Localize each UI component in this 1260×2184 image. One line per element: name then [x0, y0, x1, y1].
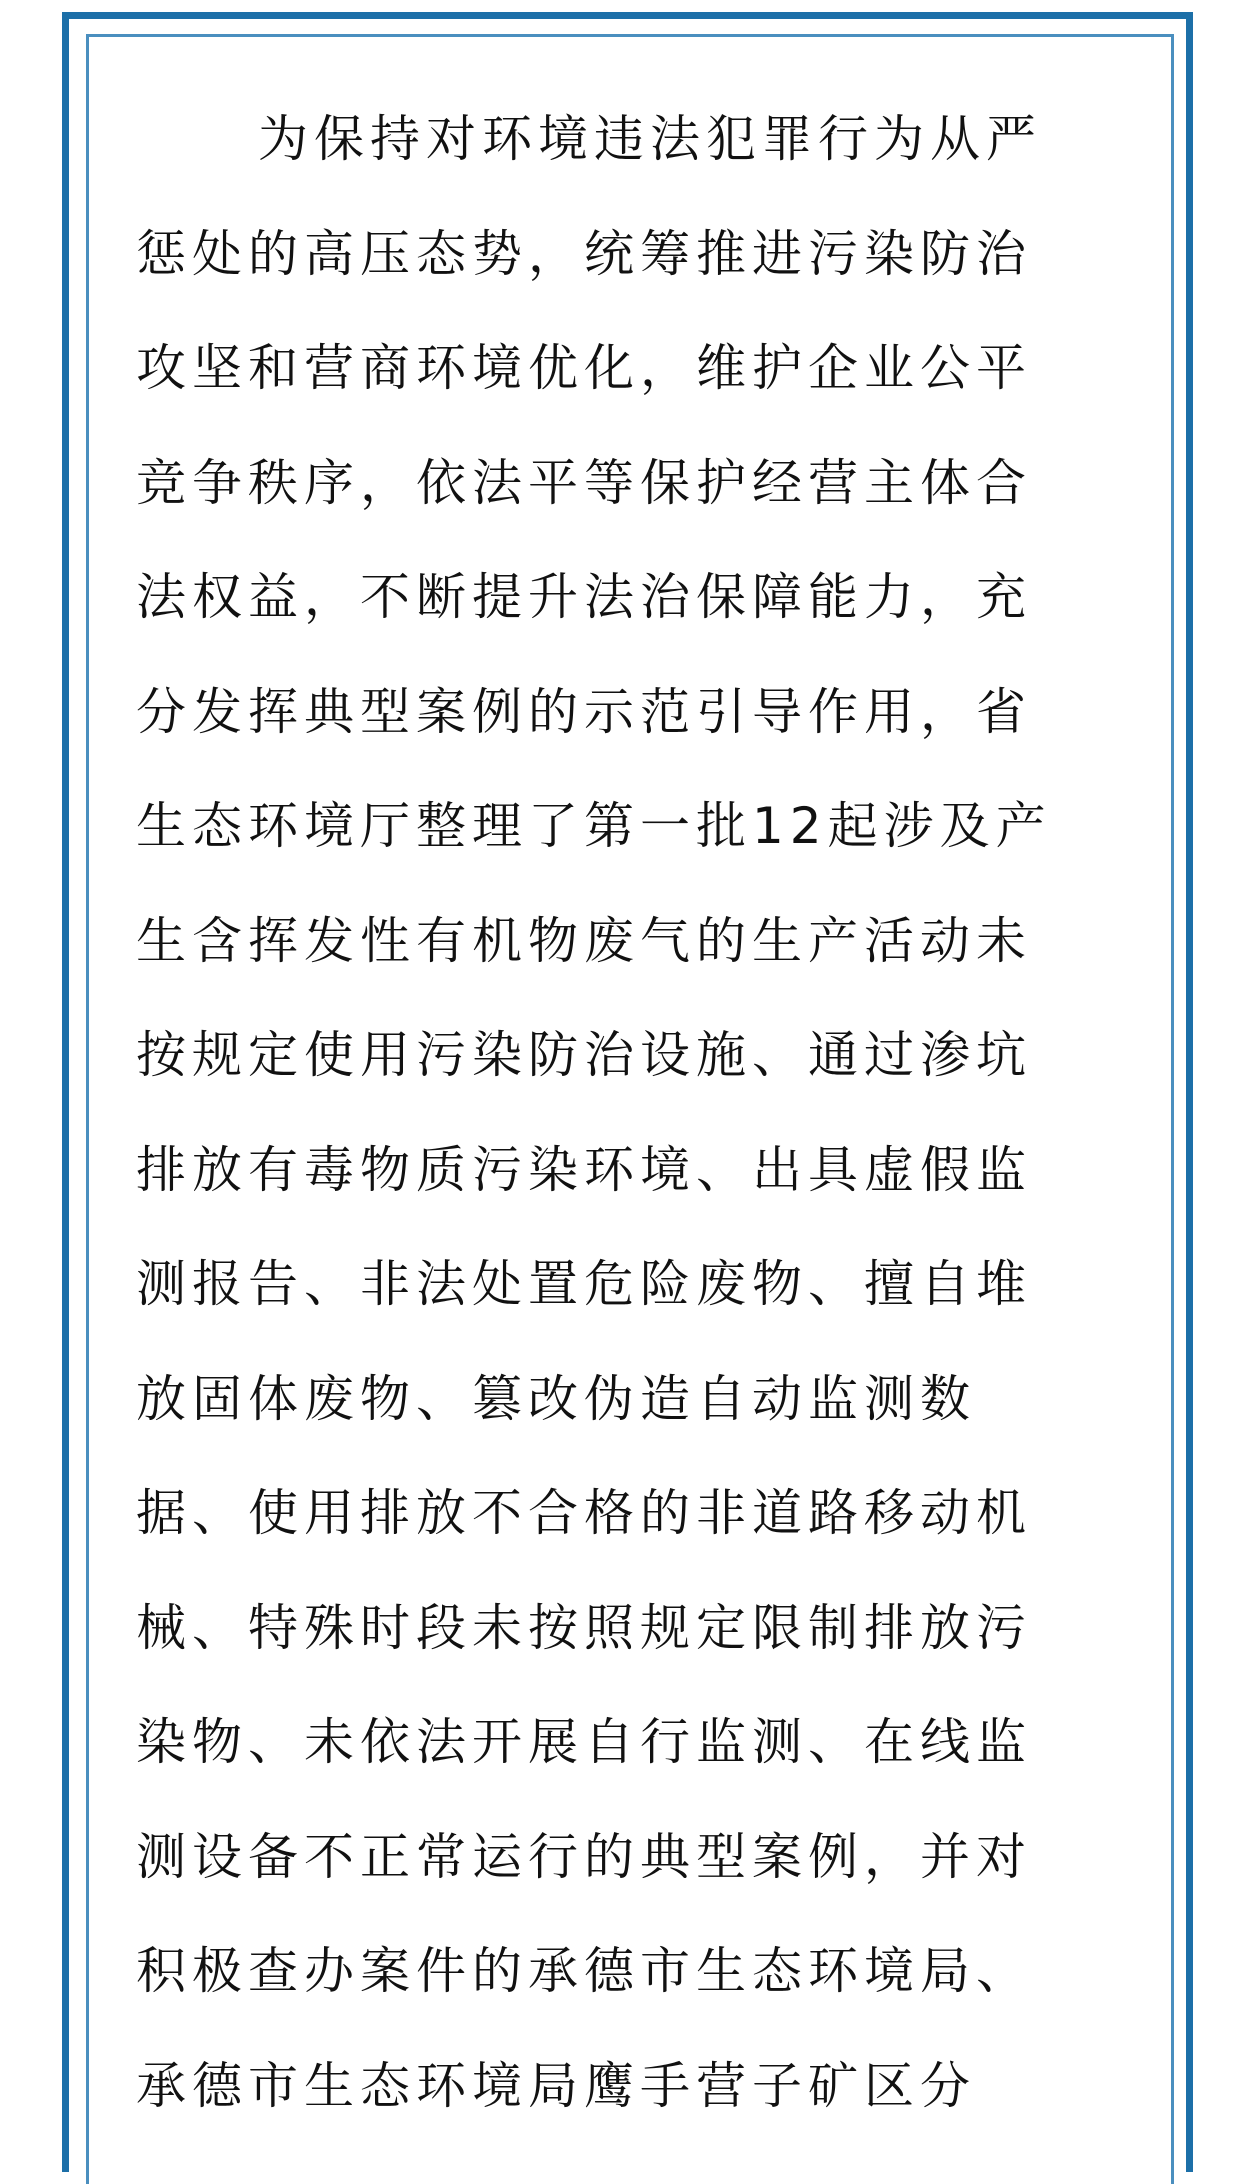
paragraph-line: 承德市生态环境局鹰手营子矿区分	[136, 2056, 976, 2115]
paragraph-line: 测报告、非法处置危险废物、擅自堆	[136, 1255, 1032, 1313]
paragraph-line: 法权益，不断提升法治保障能力，充	[136, 568, 1032, 626]
paragraph-line: 排放有毒物质污染环境、出具虚假监	[136, 1140, 1032, 1199]
paragraph-line: 生含挥发性有机物废气的生产活动未	[136, 911, 1032, 970]
paragraph-line: 惩处的高压态势，统筹推进污染防治	[136, 224, 1032, 283]
paragraph-line: 染物、未依法开展自行监测、在线监	[136, 1713, 1032, 1771]
paragraph-line: 按规定使用污染防治设施、通过渗坑	[136, 1026, 1032, 1084]
paragraph-line: 攻坚和营商环境优化，维护企业公平	[136, 339, 1032, 397]
paragraph-line: 据、使用排放不合格的非道路移动机	[136, 1484, 1032, 1542]
paragraph-line: 放固体废物、篡改伪造自动监测数	[136, 1369, 976, 1428]
paragraph-line: 竞争秩序，依法平等保护经营主体合	[136, 453, 1032, 512]
paragraph-line: 积极查办案件的承德市生态环境局、	[136, 1942, 1032, 2000]
paragraph-line: 械、特殊时段未按照规定限制排放污	[136, 1598, 1032, 1657]
paragraph-line: 测设备不正常运行的典型案例，并对	[136, 1827, 1032, 1886]
paragraph-line: 生态环境厅整理了第一批12起涉及产	[136, 797, 1052, 855]
paragraph-line: 为保持对环境违法犯罪行为从严	[258, 110, 1042, 168]
article-paragraph	[136, 82, 1126, 2143]
paragraph-line: 分发挥典型案例的示范引导作用，省	[136, 682, 1032, 741]
